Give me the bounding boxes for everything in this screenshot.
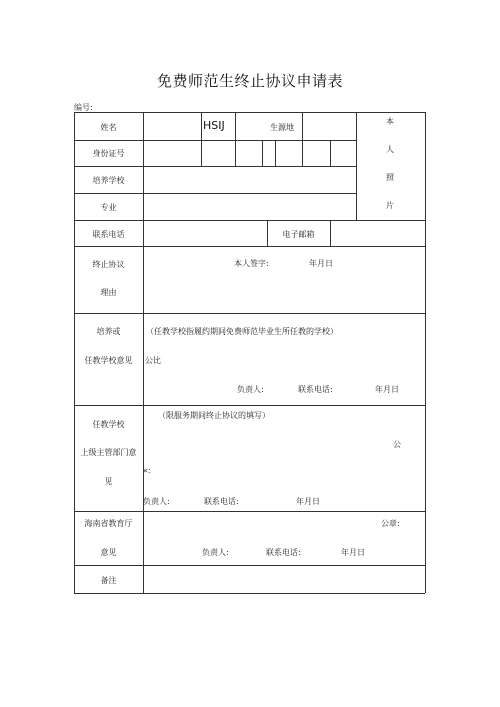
photo-char: 片	[386, 201, 394, 210]
mark-symbol: «:	[143, 466, 151, 475]
grid-line	[74, 166, 356, 167]
grid-line	[74, 112, 425, 113]
school-opinion-label: 任教学校意见	[84, 356, 133, 365]
contact-phone-label: 联系电话:	[266, 548, 301, 557]
grid-line	[74, 313, 425, 314]
grid-line	[74, 246, 425, 247]
grid-line	[356, 112, 357, 220]
grid-line	[235, 112, 236, 166]
grid-line	[74, 140, 356, 141]
date-label: 年月日	[341, 548, 365, 557]
name-value: HSIJ	[203, 119, 225, 132]
grid-line	[74, 593, 425, 594]
date-label: 年月日	[309, 259, 333, 268]
grid-line	[262, 140, 263, 166]
grid-line	[201, 112, 202, 166]
grid-line	[330, 140, 331, 166]
name-label: 姓名	[100, 123, 117, 132]
grid-line	[74, 405, 425, 406]
photo-char: 人	[386, 145, 394, 154]
photo-char: 本	[386, 117, 394, 126]
grid-line	[74, 565, 425, 566]
photo-char: 照	[386, 173, 394, 182]
page-title: 免费师范生终止协议申请表	[156, 72, 343, 90]
reason-label: 理由	[100, 288, 117, 297]
grid-line	[275, 140, 276, 166]
contact-phone-label: 联系电话:	[204, 497, 239, 506]
grid-line	[74, 193, 356, 194]
major-label: 专业	[100, 203, 117, 212]
school-label: 培养学校	[92, 176, 125, 185]
official-seal-label: 公章:	[381, 519, 400, 528]
superior-opinion-note: （限服务期间终止协议的填写）	[158, 411, 270, 420]
grid-line	[302, 112, 303, 166]
reason-label: 终止协议	[92, 260, 125, 269]
date-label: 年月日	[296, 497, 320, 506]
email-label: 电子邮箱	[282, 230, 315, 239]
grid-line	[425, 112, 426, 593]
responsible-label: 负责人:	[237, 385, 264, 394]
contact-phone-label: 联系电话:	[298, 385, 333, 394]
date-label: 年月日	[375, 385, 399, 394]
grid-line	[74, 220, 425, 221]
id-number-label: 身份证号	[92, 149, 125, 158]
seal-label: 公比	[145, 356, 161, 365]
province-opinion-label: 海南省教育厅	[84, 519, 133, 528]
grid-line	[143, 112, 144, 593]
school-opinion-label: 培养或	[96, 327, 121, 336]
serial-number-label: 编号:	[74, 103, 93, 112]
grid-line	[330, 220, 331, 246]
phone-label: 联系电话	[92, 230, 125, 239]
superior-opinion-label: 任教学校	[92, 420, 125, 429]
superior-opinion-label: 见	[104, 477, 113, 486]
responsible-label: 负责人:	[202, 548, 229, 557]
seal-label: 公	[393, 440, 401, 449]
origin-label: 生源地	[270, 123, 294, 132]
grid-line	[74, 511, 425, 512]
province-opinion-label: 意见	[100, 548, 117, 557]
school-opinion-note: （任教学校指履约期间免费师范毕业生所任教的学校）	[146, 327, 338, 336]
signature-label: 本人签字:	[234, 259, 269, 268]
superior-opinion-label: 上级主管部门意	[80, 448, 137, 457]
remarks-label: 备注	[100, 576, 117, 585]
responsible-label: 负责人:	[143, 497, 170, 506]
